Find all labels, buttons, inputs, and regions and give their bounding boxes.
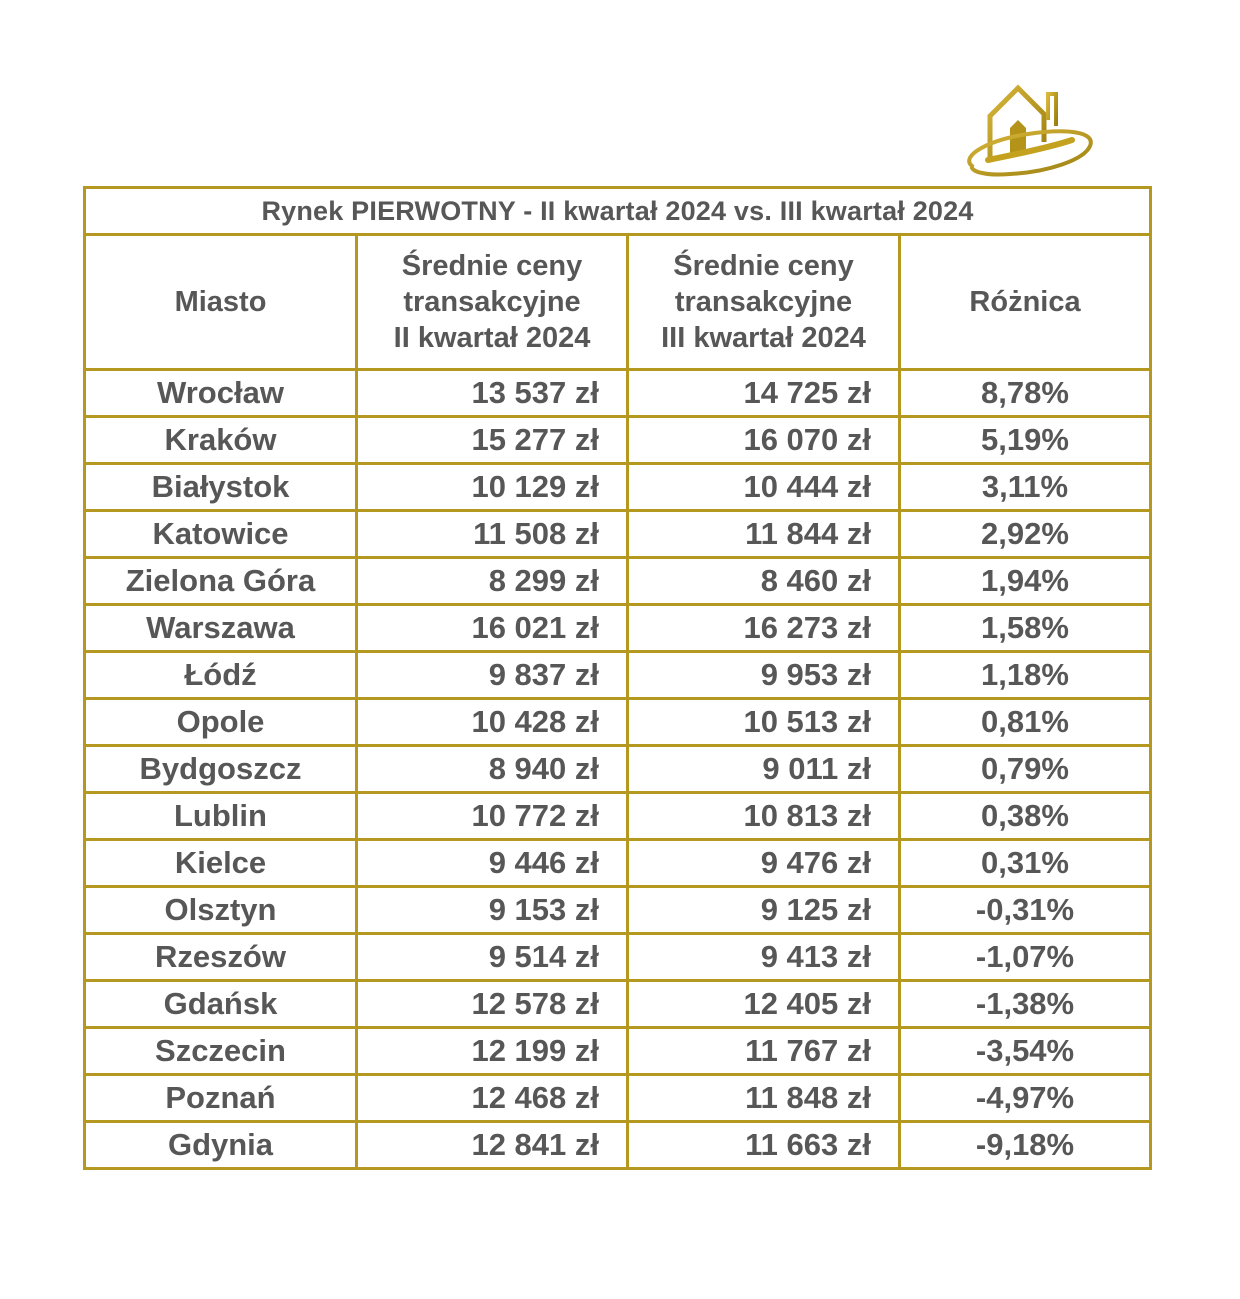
table-row xyxy=(85,840,1151,887)
q2-price-cell: 12 841 zł xyxy=(357,1122,628,1169)
city-cell: Zielona Góra xyxy=(85,558,357,605)
q2-price-cell: 13 537 zł xyxy=(357,370,628,417)
table-row xyxy=(85,464,1151,511)
price-table xyxy=(83,186,1152,1170)
table-row xyxy=(85,981,1151,1028)
q2-price-cell: 12 199 zł xyxy=(357,1028,628,1075)
city-cell: Gdynia xyxy=(85,1122,357,1169)
difference-cell: 1,94% xyxy=(900,558,1151,605)
city-cell: Białystok xyxy=(85,464,357,511)
table-row xyxy=(85,793,1151,840)
difference-cell: 8,78% xyxy=(900,370,1151,417)
header-city: Miasto xyxy=(85,235,357,370)
difference-cell: 0,38% xyxy=(900,793,1151,840)
q3-price-cell: 10 813 zł xyxy=(628,793,900,840)
q2-price-cell: 9 153 zł xyxy=(357,887,628,934)
table-body xyxy=(85,370,1151,1169)
q3-price-cell: 16 273 zł xyxy=(628,605,900,652)
q3-price-cell: 9 011 zł xyxy=(628,746,900,793)
header-q3-prices: Średnie ceny transakcyjne III kwartał 2024 xyxy=(628,235,900,370)
q2-price-cell: 8 299 zł xyxy=(357,558,628,605)
city-cell: Kielce xyxy=(85,840,357,887)
difference-cell: 2,92% xyxy=(900,511,1151,558)
q2-price-cell: 9 446 zł xyxy=(357,840,628,887)
difference-cell: -0,31% xyxy=(900,887,1151,934)
q3-price-cell: 14 725 zł xyxy=(628,370,900,417)
difference-cell: -4,97% xyxy=(900,1075,1151,1122)
city-cell: Rzeszów xyxy=(85,934,357,981)
q2-price-cell: 12 468 zł xyxy=(357,1075,628,1122)
q3-price-cell: 11 844 zł xyxy=(628,511,900,558)
city-cell: Kraków xyxy=(85,417,357,464)
city-cell: Gdańsk xyxy=(85,981,357,1028)
difference-cell: 0,31% xyxy=(900,840,1151,887)
difference-cell: 1,18% xyxy=(900,652,1151,699)
city-cell: Opole xyxy=(85,699,357,746)
city-cell: Katowice xyxy=(85,511,357,558)
city-cell: Poznań xyxy=(85,1075,357,1122)
city-cell: Łódź xyxy=(85,652,357,699)
difference-cell: -1,38% xyxy=(900,981,1151,1028)
q2-price-cell: 11 508 zł xyxy=(357,511,628,558)
q3-price-cell: 9 476 zł xyxy=(628,840,900,887)
q3-price-cell: 9 125 zł xyxy=(628,887,900,934)
q3-price-cell: 8 460 zł xyxy=(628,558,900,605)
q3-price-cell: 11 848 zł xyxy=(628,1075,900,1122)
table-row xyxy=(85,887,1151,934)
q2-price-cell: 9 837 zł xyxy=(357,652,628,699)
city-cell: Bydgoszcz xyxy=(85,746,357,793)
table-row xyxy=(85,417,1151,464)
difference-cell: -3,54% xyxy=(900,1028,1151,1075)
table-row xyxy=(85,1028,1151,1075)
difference-cell: 3,11% xyxy=(900,464,1151,511)
difference-cell: 1,58% xyxy=(900,605,1151,652)
q3-price-cell: 10 513 zł xyxy=(628,699,900,746)
table-row xyxy=(85,699,1151,746)
table-row xyxy=(85,1122,1151,1169)
q2-price-cell: 10 428 zł xyxy=(357,699,628,746)
q3-price-cell: 11 663 zł xyxy=(628,1122,900,1169)
q3-price-cell: 9 413 zł xyxy=(628,934,900,981)
header-difference: Różnica xyxy=(900,235,1151,370)
table-row xyxy=(85,746,1151,793)
difference-cell: 0,79% xyxy=(900,746,1151,793)
q2-price-cell: 8 940 zł xyxy=(357,746,628,793)
difference-cell: -9,18% xyxy=(900,1122,1151,1169)
city-cell: Lublin xyxy=(85,793,357,840)
difference-cell: -1,07% xyxy=(900,934,1151,981)
city-cell: Wrocław xyxy=(85,370,357,417)
q2-price-cell: 16 021 zł xyxy=(357,605,628,652)
q3-price-cell: 16 070 zł xyxy=(628,417,900,464)
table-row xyxy=(85,652,1151,699)
q3-price-cell: 11 767 zł xyxy=(628,1028,900,1075)
q3-price-cell: 10 444 zł xyxy=(628,464,900,511)
table-row xyxy=(85,370,1151,417)
city-cell: Szczecin xyxy=(85,1028,357,1075)
table-row xyxy=(85,558,1151,605)
q2-price-cell: 9 514 zł xyxy=(357,934,628,981)
difference-cell: 0,81% xyxy=(900,699,1151,746)
table-row xyxy=(85,1075,1151,1122)
table-row xyxy=(85,511,1151,558)
q2-price-cell: 10 129 zł xyxy=(357,464,628,511)
q3-price-cell: 12 405 zł xyxy=(628,981,900,1028)
q2-price-cell: 15 277 zł xyxy=(357,417,628,464)
table-title: Rynek PIERWOTNY - II kwartał 2024 vs. III kwartał 2024 xyxy=(85,188,1151,235)
city-cell: Olsztyn xyxy=(85,887,357,934)
table-row xyxy=(85,605,1151,652)
city-cell: Warszawa xyxy=(85,605,357,652)
table-row xyxy=(85,934,1151,981)
house-orbit-logo-icon xyxy=(958,80,1096,182)
q2-price-cell: 12 578 zł xyxy=(357,981,628,1028)
q3-price-cell: 9 953 zł xyxy=(628,652,900,699)
header-q2-prices: Średnie ceny transakcyjne II kwartał 2024 xyxy=(357,235,628,370)
difference-cell: 5,19% xyxy=(900,417,1151,464)
q2-price-cell: 10 772 zł xyxy=(357,793,628,840)
